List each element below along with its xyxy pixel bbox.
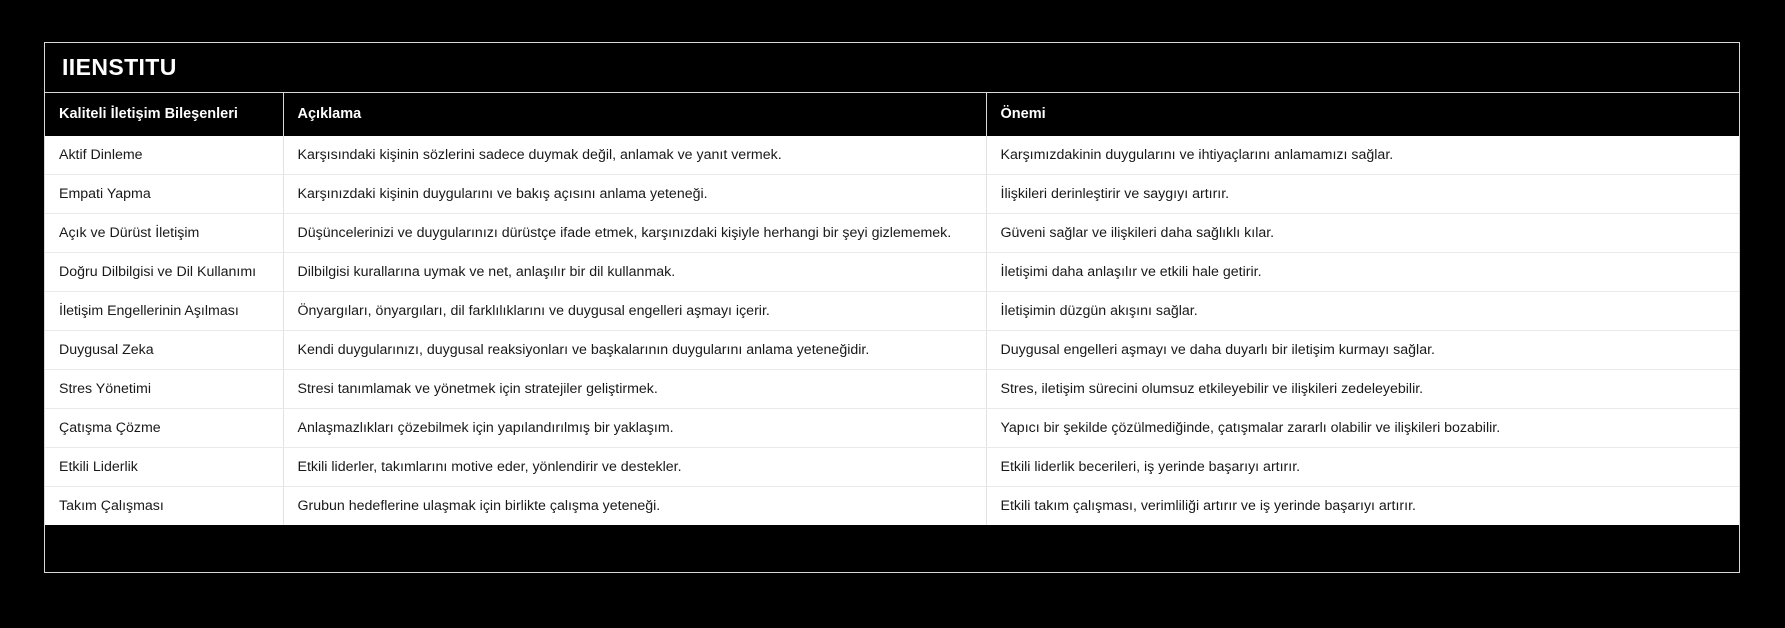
table-row (45, 409, 1739, 448)
cell-importance: Etkili takım çalışması, verimliliği artırır ve iş yerinde başarıyı artırır. (986, 487, 1739, 526)
cell-description: Grubun hedeflerine ulaşmak için birlikte çalışma yeteneği. (283, 487, 986, 526)
cell-importance: Karşımızdakinin duygularını ve ihtiyaçlarını anlamamızı sağlar. (986, 136, 1739, 175)
cell-component: Açık ve Dürüst İletişim (45, 214, 283, 253)
cell-importance: İletişimi daha anlaşılır ve etkili hale getirir. (986, 253, 1739, 292)
table-row (45, 292, 1739, 331)
column-header-component: Kaliteli İletişim Bileşenleri (45, 93, 283, 136)
cell-description: Etkili liderler, takımlarını motive eder, yönlendirir ve destekler. (283, 448, 986, 487)
cell-description: Dilbilgisi kurallarına uymak ve net, anlaşılır bir dil kullanmak. (283, 253, 986, 292)
cell-description: Karşınızdaki kişinin duygularını ve bakış açısını anlama yeteneği. (283, 175, 986, 214)
cell-importance: İlişkileri derinleştirir ve saygıyı artırır. (986, 175, 1739, 214)
table-row (45, 175, 1739, 214)
cell-description: Önyargıları, önyargıları, dil farklılıklarını ve duygusal engelleri aşmayı içerir. (283, 292, 986, 331)
column-header-description: Açıklama (283, 93, 986, 136)
table-row (45, 370, 1739, 409)
table-row (45, 253, 1739, 292)
table-header-row (45, 93, 1739, 136)
communication-components-table (45, 93, 1739, 525)
cell-component: İletişim Engellerinin Aşılması (45, 292, 283, 331)
cell-importance: İletişimin düzgün akışını sağlar. (986, 292, 1739, 331)
cell-description: Stresi tanımlamak ve yönetmek için stratejiler geliştirmek. (283, 370, 986, 409)
cell-component: Doğru Dilbilgisi ve Dil Kullanımı (45, 253, 283, 292)
cell-importance: Stres, iletişim sürecini olumsuz etkileyebilir ve ilişkileri zedeleyebilir. (986, 370, 1739, 409)
brand-title: IIENSTITU (62, 54, 177, 80)
table-row (45, 331, 1739, 370)
cell-description: Anlaşmazlıkları çözebilmek için yapılandırılmış bir yaklaşım. (283, 409, 986, 448)
cell-component: Empati Yapma (45, 175, 283, 214)
cell-description: Karşısındaki kişinin sözlerini sadece duymak değil, anlamak ve yanıt vermek. (283, 136, 986, 175)
cell-description: Düşüncelerinizi ve duygularınızı dürüstçe ifade etmek, karşınızdaki kişiyle herhangi bir şeyi gizlememek. (283, 214, 986, 253)
brand-bar (45, 43, 1739, 93)
table-container (44, 42, 1740, 573)
cell-component: Duygusal Zeka (45, 331, 283, 370)
cell-description: Kendi duygularınızı, duygusal reaksiyonları ve başkalarının duygularını anlama yeteneğidir. (283, 331, 986, 370)
cell-importance: Yapıcı bir şekilde çözülmediğinde, çatışmalar zararlı olabilir ve ilişkileri bozabilir. (986, 409, 1739, 448)
cell-importance: Güveni sağlar ve ilişkileri daha sağlıklı kılar. (986, 214, 1739, 253)
cell-component: Takım Çalışması (45, 487, 283, 526)
cell-component: Stres Yönetimi (45, 370, 283, 409)
table-row (45, 487, 1739, 526)
cell-component: Çatışma Çözme (45, 409, 283, 448)
cell-component: Aktif Dinleme (45, 136, 283, 175)
table-row (45, 448, 1739, 487)
column-header-importance: Önemi (986, 93, 1739, 136)
table-body (45, 136, 1739, 525)
table-header (45, 93, 1739, 136)
cell-component: Etkili Liderlik (45, 448, 283, 487)
cell-importance: Etkili liderlik becerileri, iş yerinde başarıyı artırır. (986, 448, 1739, 487)
table-row (45, 214, 1739, 253)
table-row (45, 136, 1739, 175)
cell-importance: Duygusal engelleri aşmayı ve daha duyarlı bir iletişim kurmayı sağlar. (986, 331, 1739, 370)
